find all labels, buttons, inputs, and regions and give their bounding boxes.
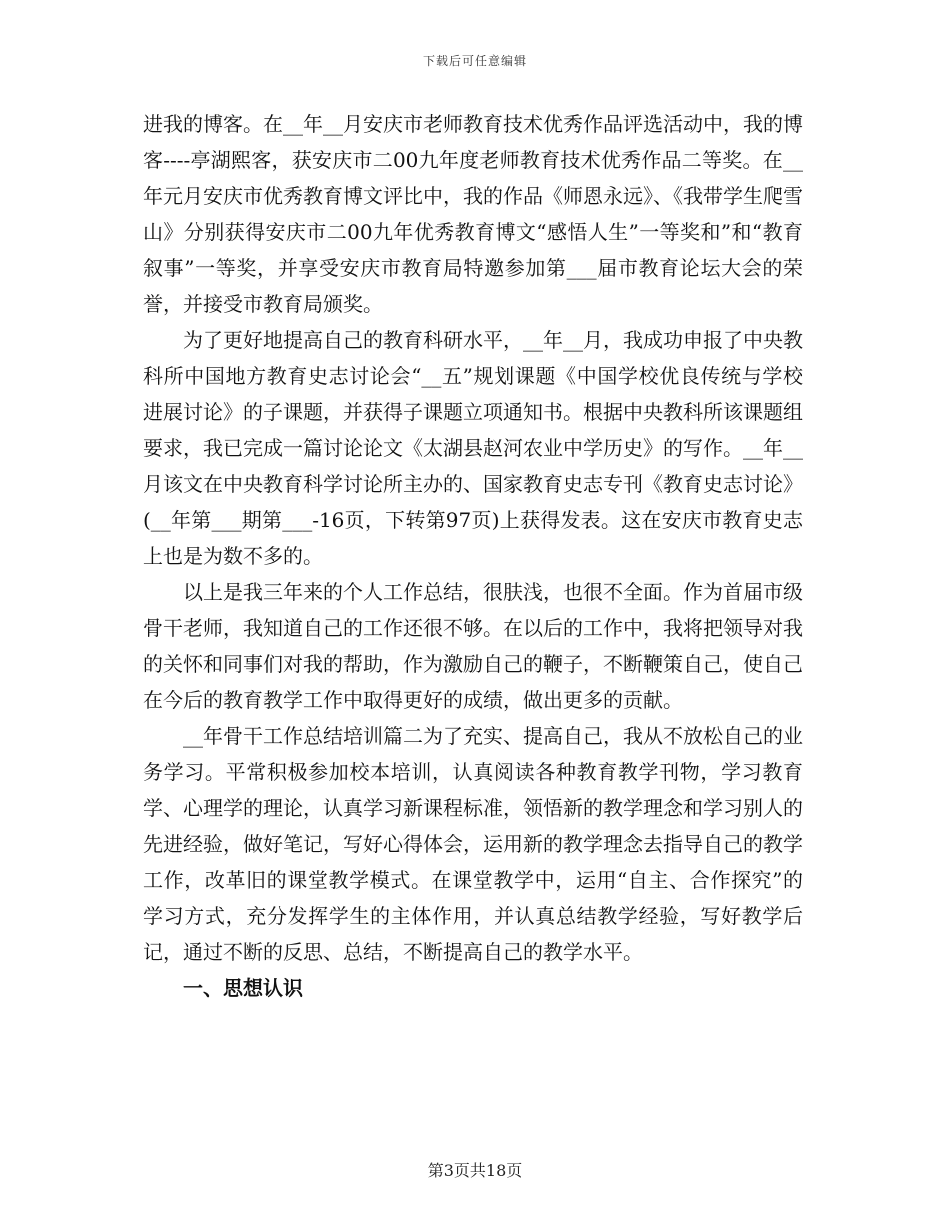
page-footer: 第3页共18页 <box>427 1161 523 1180</box>
section-heading: 一、思想认识 <box>183 976 303 1000</box>
paragraph-continued: 进我的博客。在__年__月安庆市老师教育技术优秀作品评选活动中，我的博客----亭湖熙客，获安庆市二00九年度老师教育技术优秀作品二等奖。在__年元月安庆市优秀教育博文评比中，我的作品《师恩永远》、《我带学生爬雪山》分别获得安庆市二00九年优秀教育博文“感悟人生”一等奖和”和“教育叙事”一等奖，并享受安庆市教育局特邀参加第___届市教育论坛大会的荣誉，并接受市教育局颁奖。 <box>143 112 803 316</box>
paragraph-research: 为了更好地提高自己的教育科研水平，__年__月，我成功申报了中央教科所中国地方教育史志讨论会“__五”规划课题《中国学校优良传统与学校进展讨论》的子课题，并获得子课题立项通知书。根据中央教科所该课题组要求，我已完成一篇讨论论文《太湖县赵河农业中学历史》的写作。__年__月该文在中央教育科学讨论所主办的、国家教育史志专刊《教育史志讨论》(__年第___期第___-16页，下转第97页)上获得发表。这在安庆市教育史志上也是为数不多的。 <box>143 328 803 568</box>
document-body <box>143 106 803 1006</box>
page-header: 下载后可任意编辑 <box>422 54 527 68</box>
paragraph-summary: 以上是我三年来的个人工作总结，很肤浅，也很不全面。作为首届市级骨干老师，我知道自己的工作还很不够。在以后的工作中，我将把领导对我的关怀和同事们对我的帮助，作为激励自己的鞭子，不断鞭策自己，使自己在今后的教育教学工作中取得更好的成绩，做出更多的贡献。 <box>143 580 803 712</box>
paragraph-training: __年骨干工作总结培训篇二为了充实、提高自己，我从不放松自己的业务学习。平常积极参加校本培训，认真阅读各种教育教学刊物，学习教育学、心理学的理论，认真学习新课程标准，领悟新的教学理念和学习别人的先进经验，做好笔记，写好心得体会，运用新的教学理念去指导自己的教学工作，改革旧的课堂教学模式。在课堂教学中，运用“自主、合作探究”的学习方式，充分发挥学生的主体作用，并认真总结教学经验，写好教学后记，通过不断的反思、总结，不断提高自己的教学水平。 <box>143 724 803 964</box>
